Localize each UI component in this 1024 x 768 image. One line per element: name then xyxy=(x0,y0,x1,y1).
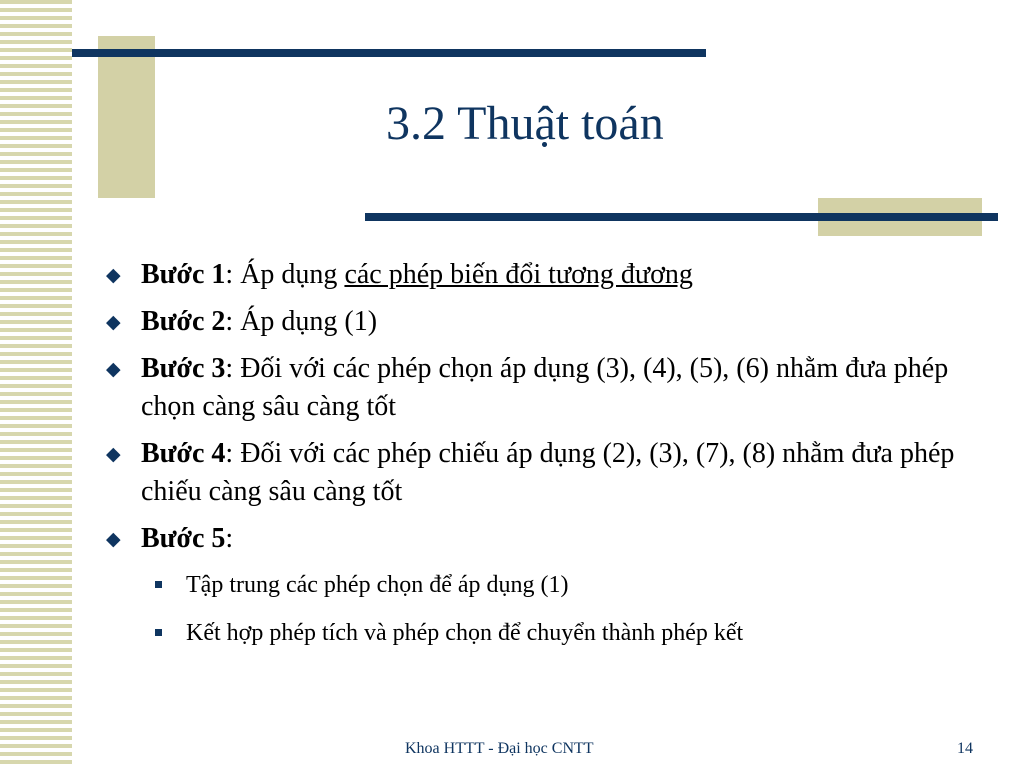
sub-item-1 xyxy=(104,567,1004,603)
step-label: Bước 5 xyxy=(141,523,226,554)
step-separator: : xyxy=(225,438,241,469)
step-separator: : xyxy=(225,353,241,384)
diamond-bullet-icon: ◆ xyxy=(106,312,121,333)
slide-title: 3.2 Thuật toán xyxy=(386,97,664,150)
diamond-bullet-icon: ◆ xyxy=(106,265,121,286)
diamond-bullet-icon: ◆ xyxy=(106,444,121,465)
step-text: Áp dụng xyxy=(240,259,345,290)
decorative-tan-block-top xyxy=(98,36,155,198)
step-item-2 xyxy=(104,303,1004,341)
step-label: Bước 4 xyxy=(141,438,226,469)
step-item-3 xyxy=(104,350,1004,426)
page-number: 14 xyxy=(957,740,973,757)
footer-text: Khoa HTTT - Đại học CNTT xyxy=(405,740,594,757)
step-text: Đối với các phép chọn áp dụng (3), (4), (5), (6) nhằm đưa phép chọn càng sâu càng tốt xyxy=(141,353,949,422)
diamond-bullet-icon: ◆ xyxy=(106,529,121,550)
step-item-5 xyxy=(104,520,1004,558)
step-separator: : xyxy=(225,259,241,290)
sub-item-text: Tập trung các phép chọn để áp dụng (1) xyxy=(186,572,569,598)
step-separator: : xyxy=(225,306,241,337)
step-label: Bước 1 xyxy=(141,259,226,290)
step-underlined-text: các phép biến đổi tương đương xyxy=(344,259,693,290)
decorative-navy-line-bottom xyxy=(365,213,998,221)
sub-item-2 xyxy=(104,615,1004,651)
step-item-1 xyxy=(104,256,1004,294)
slide-content xyxy=(104,256,1004,663)
step-text: Áp dụng (1) xyxy=(240,306,378,337)
decorative-stripes xyxy=(0,0,72,768)
step-label: Bước 3 xyxy=(141,353,226,384)
diamond-bullet-icon: ◆ xyxy=(106,359,121,380)
sub-item-text: Kết hợp phép tích và phép chọn để chuyển thành phép kết xyxy=(186,620,744,646)
decorative-navy-line-top xyxy=(72,49,706,57)
square-bullet-icon xyxy=(155,629,162,636)
square-bullet-icon xyxy=(155,581,162,588)
step-item-4 xyxy=(104,435,1004,511)
step-text: Đối với các phép chiếu áp dụng (2), (3), (7), (8) nhằm đưa phép chiếu càng sâu càng tốt xyxy=(141,438,955,507)
step-separator: : xyxy=(225,523,234,554)
step-label: Bước 2 xyxy=(141,306,226,337)
